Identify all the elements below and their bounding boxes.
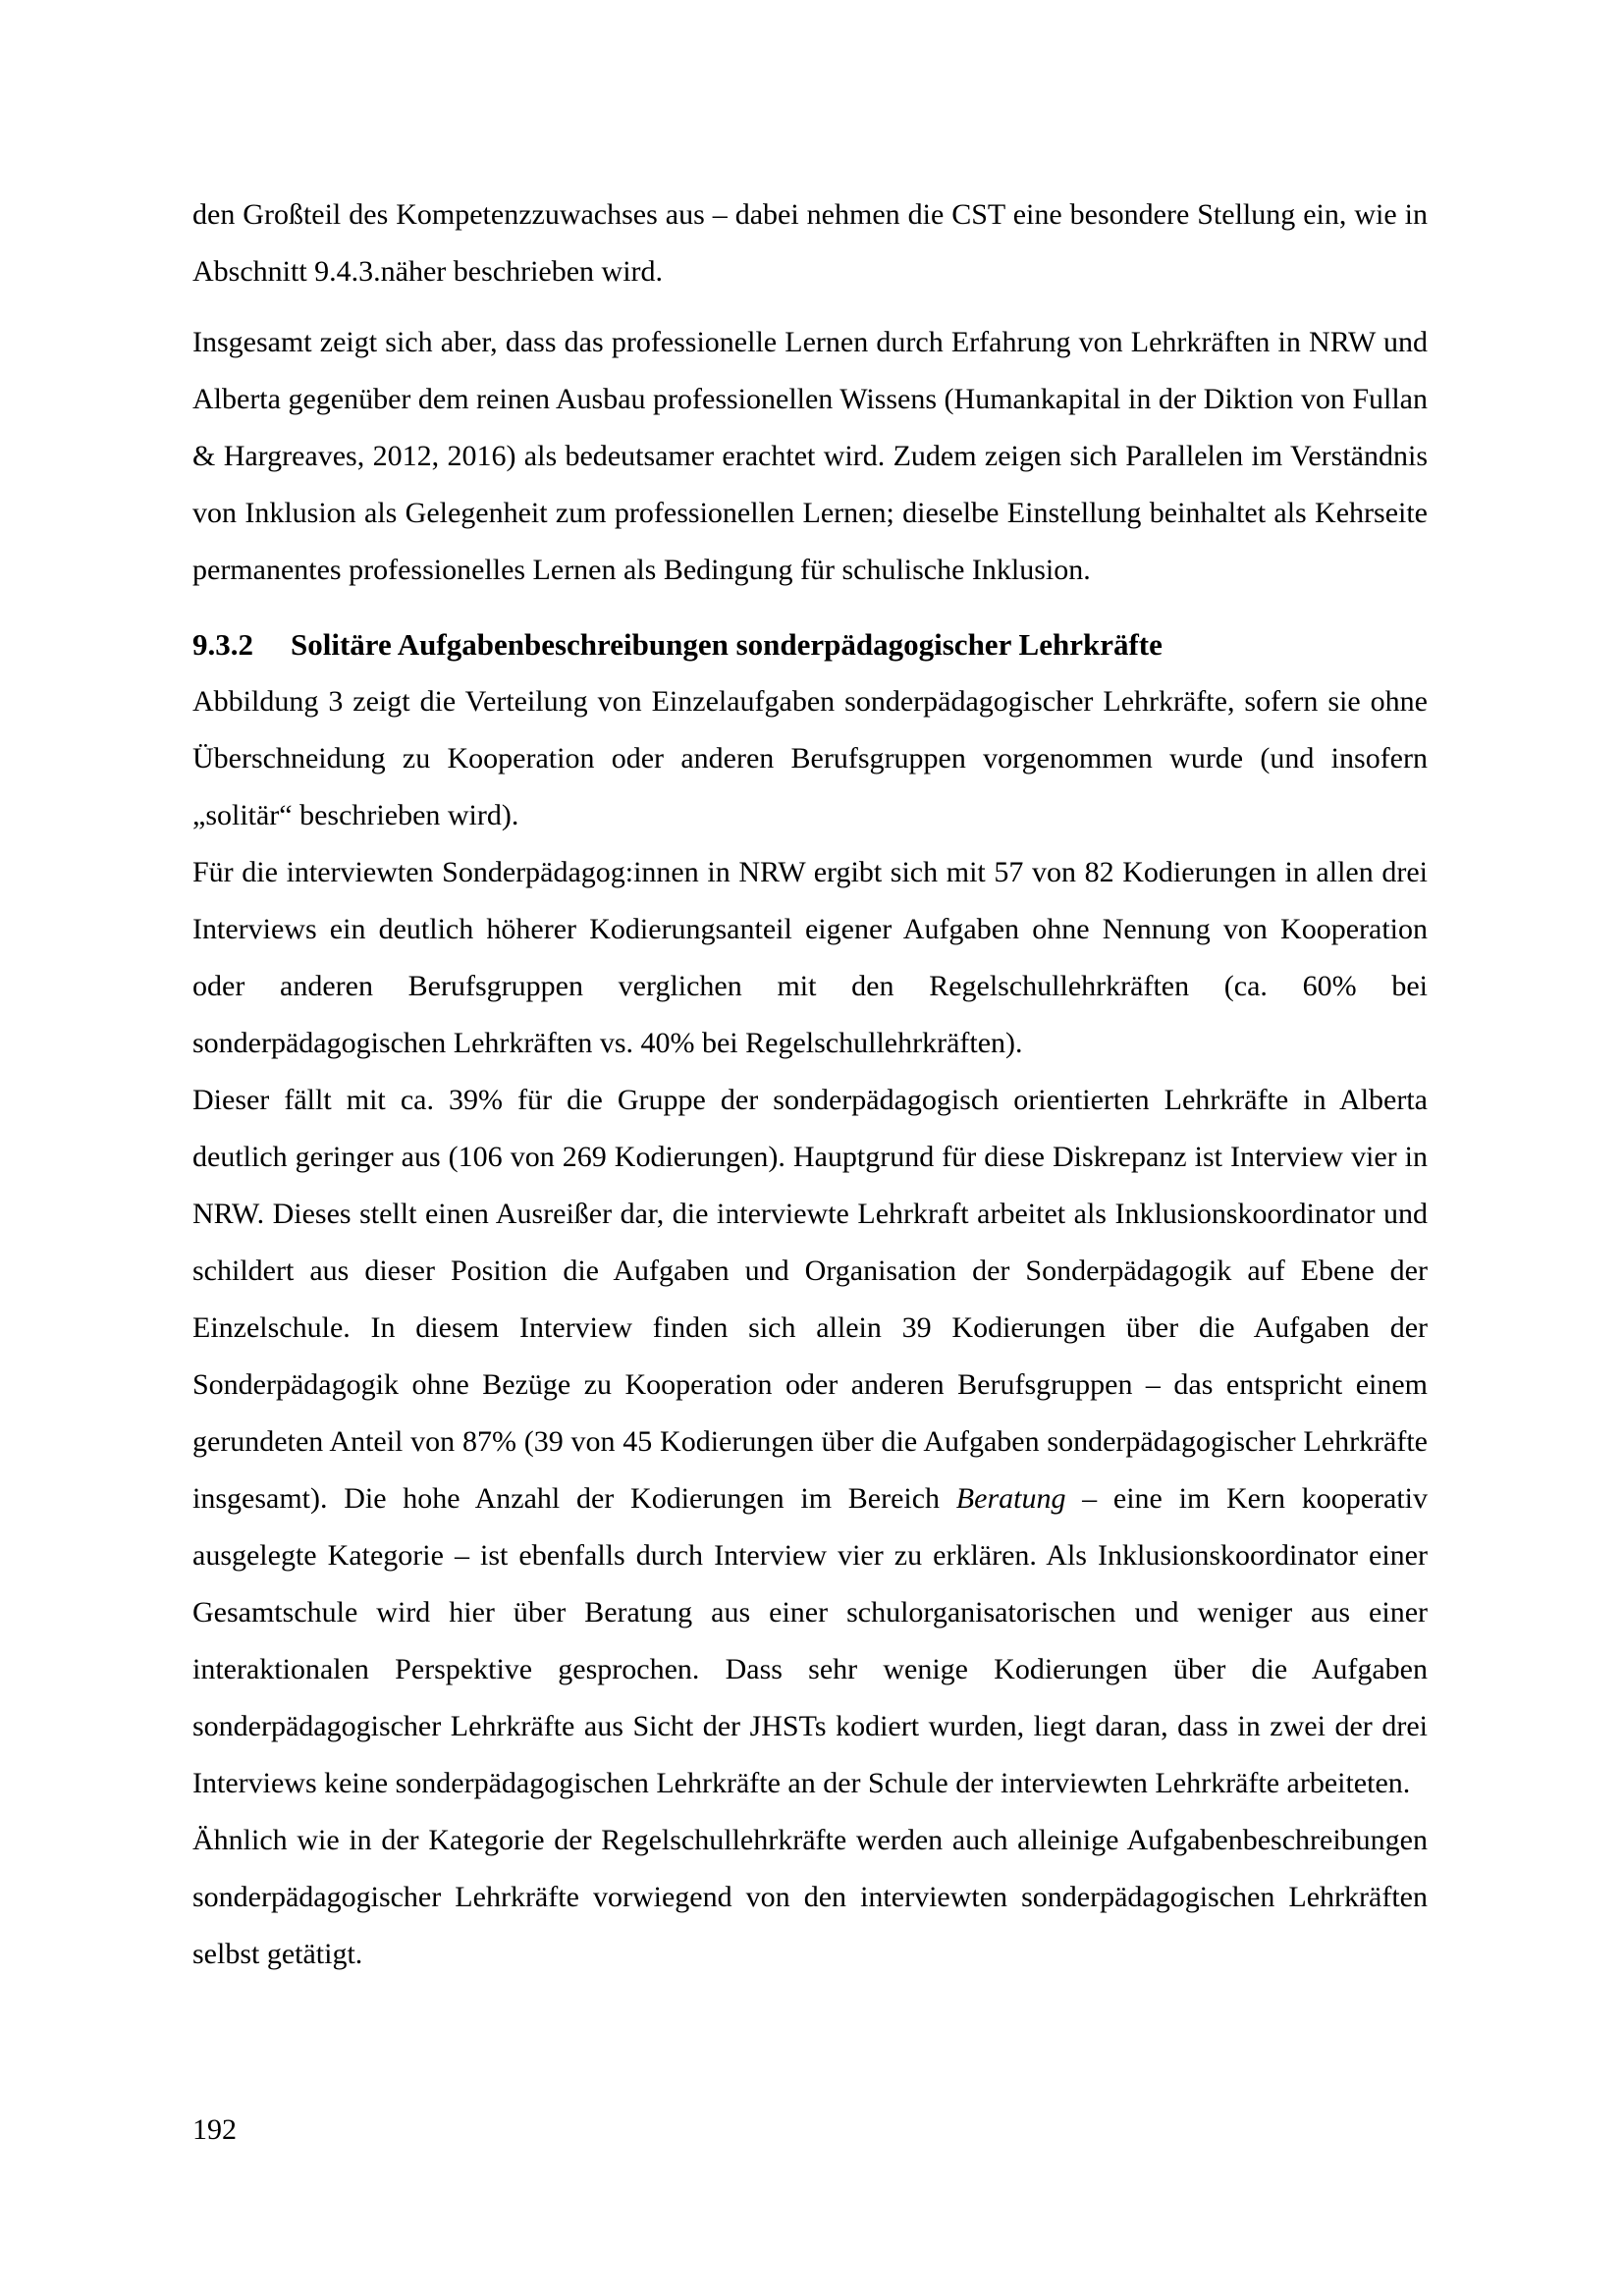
section-title: Solitäre Aufgabenbeschreibungen sonderpädagogischer Lehrkräfte — [291, 627, 1163, 662]
paragraph-figure-intro: Abbildung 3 zeigt die Verteilung von Einzelaufgaben sonderpädagogischer Lehrkräfte, sofern sie ohne Überschneidung zu Kooperation oder anderen Berufsgruppen vorgenommen wurde (und insofern „solitär“ beschrieben wird). — [192, 685, 1428, 831]
section-number: 9.3.2 — [192, 627, 253, 662]
emphasis-beratung: Beratung — [955, 1482, 1066, 1515]
paragraph-text-part-2: – eine im Kern kooperativ ausgelegte Kategorie – ist ebenfalls durch Interview vier zu erklären. Als Inklusionskoordinator einer Gesamtschule wird hier über Beratung aus einer schulorganisatorischen und weniger aus einer interaktionalen Perspektive gesprochen. Dass sehr wenige Kodierungen über die Aufgaben sonderpädagogischer Lehrkräfte aus Sicht der JHSTs kodiert wurden, liegt daran, dass in zwei der drei Interviews keine sonderpädagogischen Lehrkräfte an der Schule der interviewten Lehrkräfte arbeiteten. — [192, 1482, 1428, 1799]
paragraph-text-part-1: Dieser fällt mit ca. 39% für die Gruppe der sonderpädagogisch orientierten Lehrkräfte in Alberta deutlich geringer aus (106 von 269 Kodierungen). Hauptgrund für diese Diskrepanz ist Interview vier in NRW. Dieses stellt einen Ausreißer dar, die interviewte Lehrkraft arbeitet als Inklusionskoordinator und schildert aus dieser Position die Aufgaben und Organisation der Sonderpädagogik auf Ebene der Einzelschule. In diesem Interview finden sich allein 39 Kodierungen über die Aufgaben der Sonderpädagogik ohne Bezüge zu Kooperation oder anderen Berufsgruppen – das entspricht einem gerundeten Anteil von 87% (39 von 45 Kodierungen über die Aufgaben sonderpädagogischer Lehrkräfte insgesamt). Die hohe Anzahl der Kodierungen im Bereich — [192, 1084, 1428, 1515]
paragraph-summary: Insgesamt zeigt sich aber, dass das professionelle Lernen durch Erfahrung von Lehrkräften in NRW und Alberta gegenüber dem reinen Ausbau professionellen Wissens (Humankapital in der Diktion von Fullan & Hargreaves, 2012, 2016) als bedeutsamer erachtet wird. Zudem zeigen sich Parallelen im Verständnis von Inklusion als Gelegenheit zum professionellen Lernen; dieselbe Einstellung beinhaltet als Kehrseite permanentes professionelles Lernen als Bedingung für schulische Inklusion. — [192, 326, 1428, 586]
section-heading — [192, 616, 1428, 673]
paragraph-conclusion: Ähnlich wie in der Kategorie der Regelschullehrkräfte werden auch alleinige Aufgabenbeschreibungen sonderpädagogischer Lehrkräfte vorwiegend von den interviewten sonderpädagogischen Lehrkräften selbst getätigt. — [192, 1824, 1428, 1970]
page-number: 192 — [192, 2113, 237, 2146]
paragraph-continuation: den Großteil des Kompetenzzuwachses aus – dabei nehmen die CST eine besondere Stellung ein, wie in Abschnitt 9.4.3.näher beschrieben wird. — [192, 198, 1428, 288]
paragraph-nrw-results: Für die interviewten Sonderpädagog:innen in NRW ergibt sich mit 57 von 82 Kodierungen in allen drei Interviews ein deutlich höherer Kodierungsanteil eigener Aufgaben ohne Nennung von Kooperation oder anderen Berufsgruppen verglichen mit den Regelschullehrkräften (ca. 60% bei sonderpädagogischen Lehrkräften vs. 40% bei Regelschullehrkräften). — [192, 856, 1428, 1059]
paragraph-alberta-results — [192, 1072, 1428, 1812]
page-body — [192, 187, 1428, 1983]
